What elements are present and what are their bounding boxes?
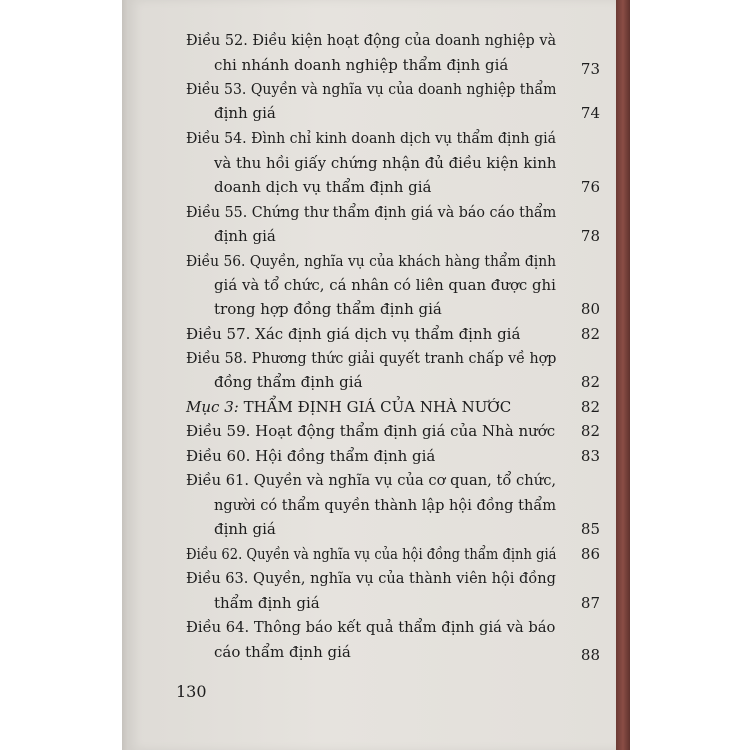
toc-entry-line: giá và tổ chức, cá nhân có liên quan được ghi xyxy=(214,276,556,294)
toc-page-ref: 83 xyxy=(580,447,600,465)
toc-entry-line: Điều 64. Thông báo kết quả thẩm định giá và báo xyxy=(186,618,556,636)
toc-entry-line: và thu hồi giấy chứng nhận đủ điều kiện kinh xyxy=(214,154,557,172)
toc-page-ref: 87 xyxy=(580,594,600,612)
toc-entry-line: Điều 54. Đình chỉ kinh doanh dịch vụ thẩm định giá xyxy=(186,129,557,147)
toc-page-ref: 74 xyxy=(580,104,600,122)
toc-page-ref: 88 xyxy=(580,646,600,664)
toc-entry-line: Điều 57. Xác định giá dịch vụ thẩm định giá xyxy=(186,325,521,343)
toc-page-ref: 82 xyxy=(580,373,600,391)
toc-entry-line: định giá xyxy=(214,227,276,245)
toc-page-ref: 73 xyxy=(580,60,600,78)
toc-page-ref: 82 xyxy=(580,422,600,440)
toc-entry-line: chi nhánh doanh nghiệp thẩm định giá xyxy=(214,56,509,74)
section-prefix: Mục 3: xyxy=(186,398,239,416)
toc-page-ref: 85 xyxy=(580,520,600,538)
toc-entry-line: Điều 58. Phương thức giải quyết tranh chấp về hợp xyxy=(186,349,557,367)
toc-entry-line: định giá xyxy=(214,520,276,538)
toc-entry-line: Điều 62. Quyền và nghĩa vụ của hội đồng thẩm định giá xyxy=(186,545,557,563)
toc-entry-line: cáo thẩm định giá xyxy=(214,643,351,661)
toc-page-ref: 82 xyxy=(580,398,600,416)
toc-page-ref: 86 xyxy=(580,545,600,563)
toc-entry-line: người có thẩm quyền thành lập hội đồng thẩm xyxy=(214,496,557,514)
toc-entry-line: Điều 61. Quyền và nghĩa vụ của cơ quan, tổ chức, xyxy=(186,471,557,489)
toc-entry-line: doanh dịch vụ thẩm định giá xyxy=(214,178,432,196)
toc-entry-line: Điều 56. Quyền, nghĩa vụ của khách hàng thẩm định xyxy=(186,252,557,270)
toc-page-ref: 82 xyxy=(580,325,600,343)
toc-page-ref: 78 xyxy=(580,227,600,245)
toc-entry-line: Điều 60. Hội đồng thẩm định giá xyxy=(186,447,436,465)
toc-page-ref: 76 xyxy=(580,178,600,196)
toc-entry-line: Điều 53. Quyền và nghĩa vụ của doanh nghiệp thẩm xyxy=(186,80,557,98)
toc-entry-line: trong hợp đồng thẩm định giá xyxy=(214,300,442,318)
section-title: THẨM ĐỊNH GIÁ CỦA NHÀ NƯỚC xyxy=(238,398,512,416)
toc-entry-line: thẩm định giá xyxy=(214,594,320,612)
toc-entry-line: Điều 52. Điều kiện hoạt động của doanh nghiệp và xyxy=(186,31,557,49)
toc-section-heading xyxy=(186,400,511,415)
toc-entry-line: đồng thẩm định giá xyxy=(214,373,363,391)
toc-page-ref: 80 xyxy=(580,300,600,318)
toc-entry-line: Điều 63. Quyền, nghĩa vụ của thành viên hội đồng xyxy=(186,569,556,587)
page-number: 130 xyxy=(176,682,207,701)
toc-entry-line: Điều 55. Chứng thư thẩm định giá và báo cáo thẩm xyxy=(186,203,557,221)
toc-entry-line: định giá xyxy=(214,104,276,122)
toc-entry-line: Điều 59. Hoạt động thẩm định giá của Nhà nước xyxy=(186,422,556,440)
